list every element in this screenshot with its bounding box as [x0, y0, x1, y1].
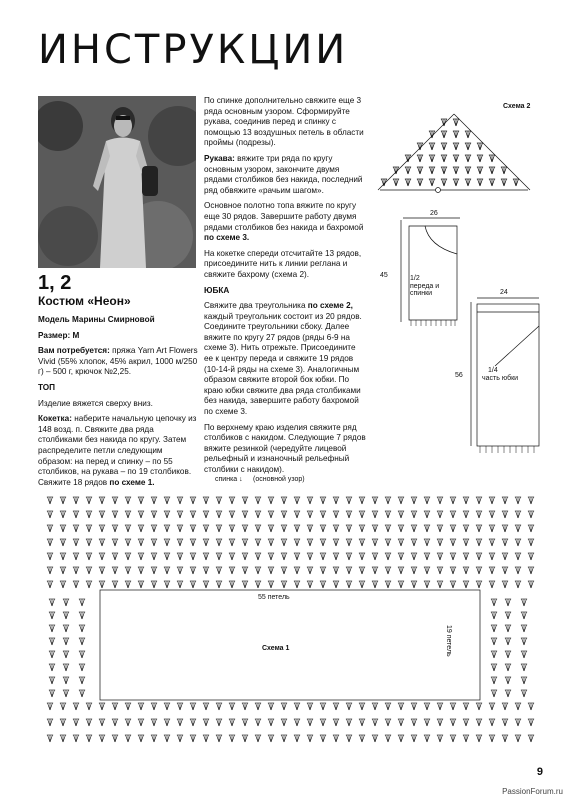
back-label: спинка ↓: [215, 476, 243, 483]
top-part-name: переда и спинки: [410, 283, 440, 297]
column-1: [38, 315, 198, 493]
watermark: PassionForum.ru: [502, 787, 563, 796]
model-photo: [38, 96, 196, 268]
scheme1-diagram: [42, 486, 538, 748]
skirt-part-name: часть юбки: [482, 375, 519, 382]
model-number: 1, 2: [38, 272, 72, 294]
model-name: Костюм «Неон»: [38, 294, 131, 308]
body-ref: по схеме 3.: [204, 233, 250, 243]
scheme2-diagram: [370, 110, 538, 200]
back-paragraph: По спинке дополнительно свяжите еще 3 ряда основным узором. Сформируйте рукава, соединив перед и спинку с помощью 13 воздушных петель в области проймы (подрезы).: [204, 96, 364, 148]
loops-19-label: 19 петель: [445, 625, 452, 657]
materials-label: Вам потребуется:: [38, 346, 110, 356]
main-pattern-label: (основной узор): [253, 476, 305, 483]
fringe-paragraph: На кокетке спереди отсчитайте 13 рядов, присоедините нить к линии реглана и свяжите бахрому (схема 2).: [204, 248, 362, 279]
top-width: 26: [430, 210, 438, 217]
top-part: 1/2: [410, 275, 420, 282]
skirt-text-1: Свяжите два треугольника: [204, 301, 306, 311]
loops-55-label: 55 петель: [258, 594, 290, 601]
skirt-part: 1/4: [488, 367, 498, 374]
skirt-width: 24: [500, 289, 508, 296]
top-height: 45: [380, 272, 388, 279]
skirt-ref: по схеме 2,: [307, 301, 353, 311]
model-size: Размер: М: [38, 330, 80, 340]
body-paragraph: Основное полотно топа вяжите по кругу еще 30 рядов. Завершите работу двумя рядами столбиков без накида и бахромой: [204, 201, 364, 232]
edge-paragraph: По верхнему краю изделия свяжите ряд столбиков с накидом. Следующие 7 рядов вяжите резинкой (чередуйте лицевой рельефный и изнаночный рельефный столбики с накидом).: [204, 422, 366, 474]
skirt-text-2: каждый треугольник состоит из 20 рядов. Соедините треугольники сбоку. Далее вяжите по кругу 27 рядов (ряды 6-9 на схеме 3). Нить отрежьте. Присоедините ее к центру переда и свяжите 19 рядов (10-14-й ряды на схеме 3). Аналогичным образом свяжите второй бок юбки. По краю юбки свяжите два ряда столбиками без накида, завершите работу бахромой по схеме 3.: [204, 311, 362, 417]
yoke-ref: по схеме 1.: [109, 477, 155, 487]
yoke-label: Кокетка:: [38, 414, 72, 424]
top-intro: Изделие вяжется сверху вниз.: [38, 398, 153, 408]
materials-text: пряжа Yarn Art Flowers Vivid (55% хлопок, 45% акрил, 1000 м/250 г) – 500 г, крючок №2,25.: [38, 346, 198, 377]
sleeves-label: Рукава:: [204, 153, 235, 163]
top-schematic: [395, 216, 470, 326]
skirt-heading: ЮБКА: [204, 285, 230, 295]
top-heading: ТОП: [38, 382, 56, 392]
yoke-text: наберите начальную цепочку из 148 возд. п. Свяжите два ряда столбиками без накида по кругу. Затем распределите петли следующим образом: на перед и спинку – по 55 столбиков, на рукава – по 19 столбиков. Свяжите 18 рядов: [38, 414, 197, 487]
model-author: Модель Марины Смирновой: [38, 315, 155, 324]
skirt-height: 56: [455, 372, 463, 379]
scheme2-label: Схема 2: [503, 103, 531, 110]
column-2: [204, 96, 366, 481]
sleeves-text: вяжите три ряда по кругу основным узором, закончите двумя рядами столбиков без накида, последний ряд обвяжите «рачьим шагом».: [204, 153, 363, 195]
page-number: 9: [536, 766, 543, 778]
page-title: ИНСТРУКЦИИ: [38, 27, 349, 73]
scheme1-label: Схема 1: [262, 645, 290, 652]
